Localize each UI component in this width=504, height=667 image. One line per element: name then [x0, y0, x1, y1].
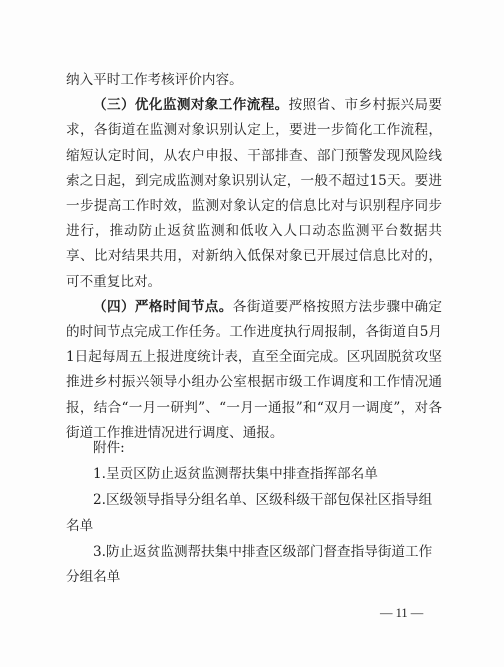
section-four	[66, 295, 442, 446]
attachment-item-1: 1.呈贡区防止返贫监测帮扶集中排查指挥部名单	[93, 466, 378, 483]
page-number: — 11 —	[380, 606, 424, 620]
document-body	[66, 68, 442, 446]
attachment-item-3: 3.防止返贫监测帮扶集中排查区级部门督查指导街道工作分组名单	[66, 543, 433, 586]
section-three-body: 按照省、市乡村振兴局要求，各街道在监测对象识别认定上，要进一步简化工作流程，缩短认定时间，从农户申报、干部排查、部门预警发现风险线索之日起，到完成监测对象识别认定，一般不超过15天。要进一步提高工作时效，监测对象认定的信息比对与识别程序同步进行，推动防止返贫监测和低收入人口动态监测平台数据共享、比对结果共用，对新纳入低保对象已开展过信息比对的，可不重复比对。	[66, 97, 443, 290]
intro-line: 纳入平时工作考核评价内容。	[66, 72, 243, 88]
section-four-heading: （四）严格时间节点。	[93, 298, 233, 315]
attachments	[66, 436, 442, 590]
attachment-item-2: 2.区级领导指导分组名单、区级科级干部包保社区指导组名单	[66, 492, 433, 534]
attachments-label: 附件:	[93, 440, 125, 456]
section-three	[66, 93, 442, 295]
section-three-heading: （三）优化监测对象工作流程。	[93, 97, 289, 114]
section-four-body: 各街道要严格按照方法步骤中确定的时间节点完成工作任务。工作进度执行周报制，各街道自5月1日起每周五上报进度统计表，直至全面完成。区巩固脱贫攻坚推进乡村振兴领导小组办公室根据市级工作调度和工作情况通报，结合“一月一研判”、“一月一通报”和“双月一调度”，对各街道工作推进情况进行调度、通报。	[66, 298, 443, 441]
